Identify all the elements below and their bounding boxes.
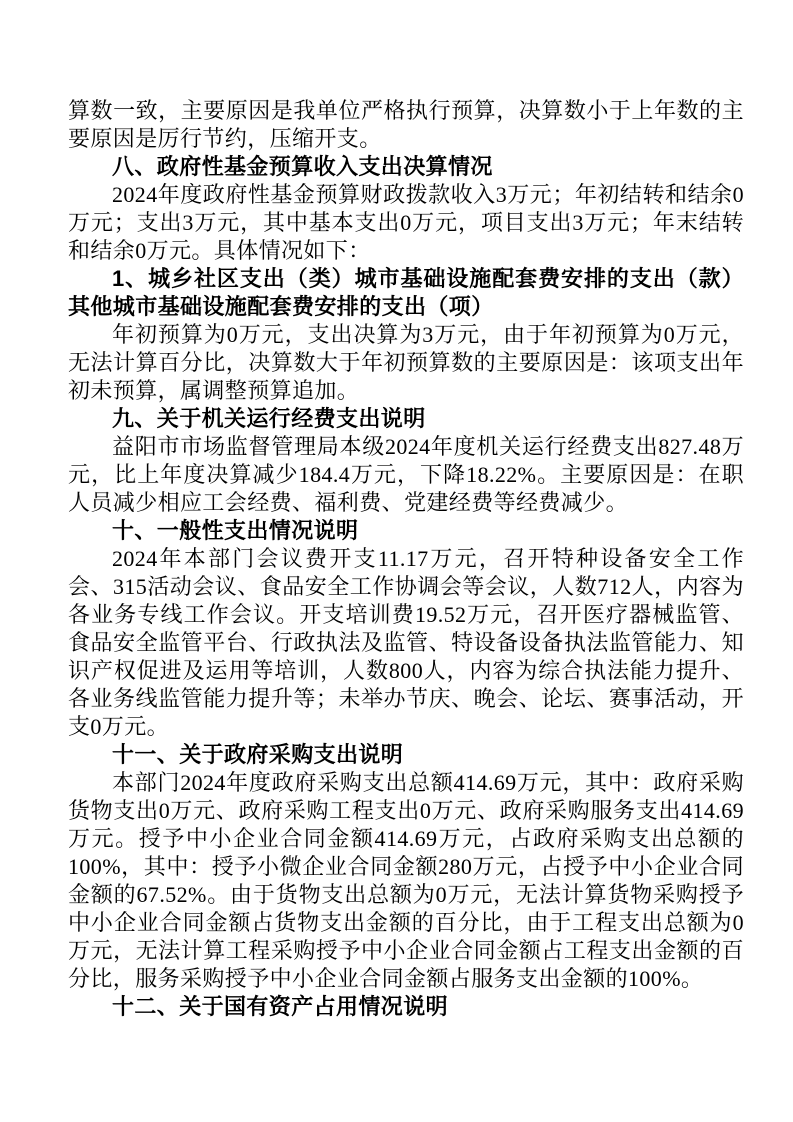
paragraph: 算数一致，主要原因是我单位严格执行预算，决算数小于上年数的主要原因是厉行节约，压缩开支。 <box>68 98 744 151</box>
section-heading: 九、关于机关运行经费支出说明 <box>112 406 426 431</box>
paragraph: 2024年度政府性基金预算财政拨款收入3万元；年初结转和结余0万元；支出3万元，其中基本支出0万元，项目支出3万元；年末结转和结余0万元。具体情况如下： <box>68 182 744 263</box>
paragraph: 益阳市市场监督管理局本级2024年度机关运行经费支出827.48万元，比上年度决算减少184.4万元，下降18.22%。主要原因是：在职人员减少相应工会经费、福利费、党建经费等经费减少。 <box>68 434 744 515</box>
paragraph: 年初预算为0万元，支出决算为3万元，由于年初预算为0万元，无法计算百分比，决算数大于年初预算数的主要原因是：该项支出年初未预算，属调整预算追加。 <box>68 322 744 403</box>
section-heading: 十一、关于政府采购支出说明 <box>112 742 404 767</box>
document-body <box>68 97 744 1021</box>
paragraph: 本部门2024年度政府采购支出总额414.69万元，其中：政府采购货物支出0万元、政府采购工程支出0万元、政府采购服务支出414.69万元。授予中小企业合同金额414.69万元，占政府采购支出总额的100%，其中：授予小微企业合同金额280万元，占授予中小企业合同金额的67.52%。由于货物支出总额为0万元，无法计算货物采购授予中小企业合同金额占货物支出金额的百分比，由于工程支出总额为0万元，无法计算工程采购授予中小企业合同金额占工程支出金额的百分比，服务采购授予中小企业合同金额占服务支出金额的100%。 <box>68 770 744 991</box>
section-heading: 1、城乡社区支出（类）城市基础设施配套费安排的支出（款）其他城市基础设施配套费安排的支出（项） <box>68 266 744 319</box>
section-heading: 八、政府性基金预算收入支出决算情况 <box>112 154 493 179</box>
section-heading: 十、一般性支出情况说明 <box>112 518 359 543</box>
section-heading: 十二、关于国有资产占用情况说明 <box>112 994 449 1019</box>
paragraph: 2024年本部门会议费开支11.17万元，召开特种设备安全工作会、315活动会议、食品安全工作协调会等会议，人数712人，内容为各业务专线工作会议。开支培训费19.52万元，召开医疗器械监管、食品安全监管平台、行政执法及监管、特设备设备执法监管能力、知识产权促进及运用等培训，人数800人，内容为综合执法能力提升、各业务线监管能力提升等；未举办节庆、晚会、论坛、赛事活动，开支0万元。 <box>68 546 744 739</box>
